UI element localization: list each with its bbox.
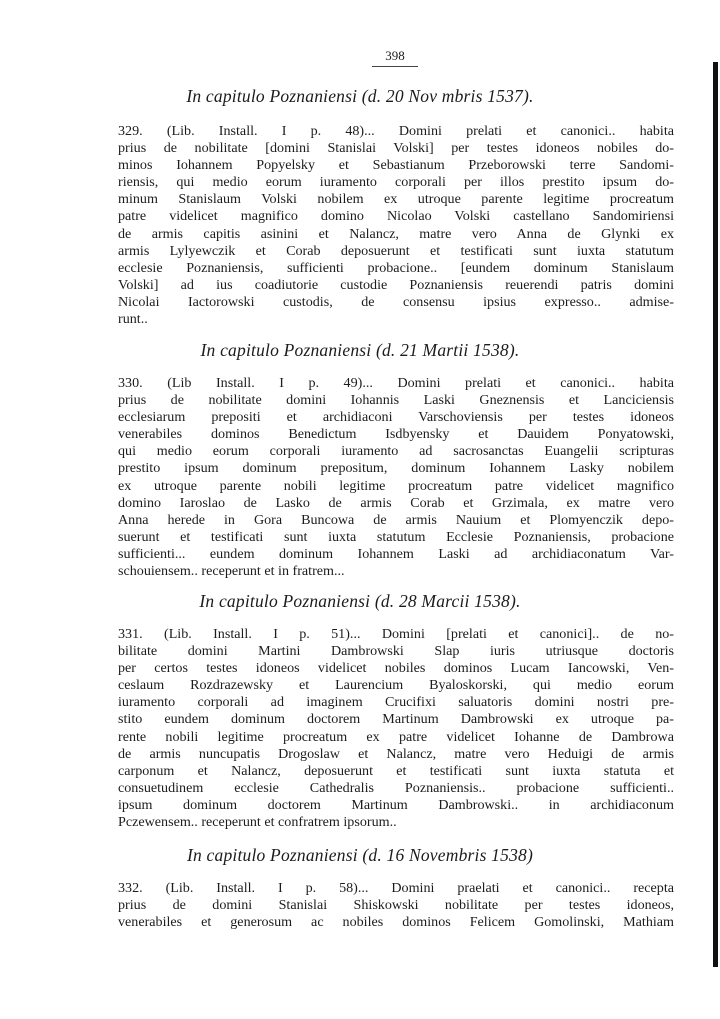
text-line: sufficienti... eundem dominum Iohannem Laski ad archidiaconatum Var- — [118, 545, 674, 562]
text-line: 329. (Lib. Install. I p. 48)... Domini prelati et canonici.. habita — [118, 123, 674, 139]
text-line: Volski] ad ius coadiutorie custodie Poznaniensis reuerendi patris domini — [118, 276, 674, 293]
text-line: armis Lylyewczik et Corab deposuerunt et testificati sunt iuxta statutum — [118, 242, 674, 259]
text-line: Anna herede in Gora Buncowa de armis Nauium et Plomyenczik depo- — [118, 511, 674, 528]
text-line: iuramento corporali ad imaginem Crucifixi saluatoris domini nostri pre- — [118, 694, 674, 711]
text-line: qui medio eorum corporali iuramento ad sacrosanctas Euangelii scripturas — [118, 443, 674, 460]
entry-paragraph — [118, 880, 674, 931]
entry-paragraph — [118, 123, 674, 328]
text-line: Pczewensem.. receperunt et confratrem ipsorum.. — [118, 814, 397, 831]
entry-heading: In capitulo Poznaniensi (d. 16 Novembris 1538) — [186, 845, 534, 865]
text-line: patre videlicet magnifico domino Nicolao Volski castellano Sandomiriensi — [118, 208, 674, 225]
text-line: runt.. — [118, 311, 148, 328]
text-line: ex utroque parente nobili legitime procreatum patre videlicet magnifico — [118, 477, 674, 494]
text-line: prius de nobilitate domini Iohannis Laski Gneznensis et Lanciciensis — [118, 392, 674, 409]
entry-heading: In capitulo Poznaniensi (d. 28 Marcii 1538). — [199, 591, 521, 611]
text-line: domino Iaroslao de Lasko de armis Corab et Grzimala, ex matre vero — [118, 494, 674, 511]
entry-paragraph — [118, 626, 674, 831]
text-line: suerunt et testificati sunt iuxta statutum Ecclesie Poznaniensis, probacione — [118, 528, 674, 545]
text-line: riensis, qui medio eorum iuramento corporali per illos prestito ipsum do- — [118, 174, 674, 191]
text-line: ecclesiarum prepositi et archidiaconi Varschoviensis per testes idoneos — [118, 409, 674, 426]
text-line: rente nobili legitime procreatum ex patre videlicet Iohanne de Dambrowa — [118, 728, 674, 745]
text-line: ecclesie Poznaniensis, sufficienti probacione.. [eundem dominum Stanislaum — [118, 259, 674, 276]
page-number: 398 — [372, 48, 418, 67]
text-line: bilitate domini Martini Dambrowski Slap iuris utriusque doctoris — [118, 643, 674, 660]
text-line: de armis capitis asinini et Nalancz, matre vero Anna de Glynki ex — [118, 225, 674, 242]
text-line: de armis nuncupatis Drogoslaw et Nalancz, matre vero Heduigi de armis — [118, 745, 674, 762]
text-line: 332. (Lib. Install. I p. 58)... Domini praelati et canonici.. recepta — [118, 880, 674, 896]
entry-paragraph — [118, 375, 674, 580]
text-line: 330. (Lib Install. I p. 49)... Domini prelati et canonici.. habita — [118, 375, 674, 391]
entry-heading: In capitulo Poznaniensi (d. 21 Martii 1538). — [200, 340, 520, 360]
text-line: consuetudinem ecclesie Cathedralis Poznaniensis.. probacione sufficienti.. — [118, 779, 674, 796]
text-line: prius de domini Stanislai Shiskowski nobilitate per testes idoneos, — [118, 897, 674, 914]
text-line: per certos testes idoneos videlicet nobiles dominos Lucam Iancowski, Ven- — [118, 660, 674, 677]
text-line: Nicolai Iactorowski custodis, de consensu ipsius expresso.. admise- — [118, 293, 674, 310]
text-line: ceslaum Rozdrazewsky et Laurencium Byaloskorski, qui medio eorum — [118, 677, 674, 694]
text-line: stito eundem dominum doctorem Martinum Dambrowski ex utroque pa- — [118, 711, 674, 728]
text-line: minos Iohannem Popyelsky et Sebastianum Przeborowski terre Sandomi- — [118, 157, 674, 174]
text-line: minum Stanislaum Volski nobilem ex utroque parente legitime procreatum — [118, 191, 674, 208]
text-line: 331. (Lib. Install. I p. 51)... Domini [prelati et canonici].. de no- — [118, 626, 674, 642]
text-line: carponum et Nalancz, deposuerunt et testificati sunt iuxta statuta et — [118, 762, 674, 779]
text-line: venerabiles dominos Benedictum Isdbyensky et Dauidem Ponyatowski, — [118, 426, 674, 443]
text-line: schouiensem.. receperunt et in fratrem... — [118, 563, 345, 580]
entry-heading: In capitulo Poznaniensi (d. 20 Nov mbris 1537). — [186, 86, 534, 106]
text-line: prestito ipsum dominum prepositum, dominum Iohannem Lasky nobilem — [118, 460, 674, 477]
page-edge-shadow — [713, 62, 718, 967]
text-line: prius de nobilitate [domini Stanislai Volski] per testes idoneos nobiles do- — [118, 140, 674, 157]
text-line: ipsum dominum doctorem Martinum Dambrowski.. in archidiaconum — [118, 796, 674, 813]
text-line: venerabiles et generosum ac nobiles dominos Felicem Gomolinski, Mathiam — [118, 914, 674, 931]
